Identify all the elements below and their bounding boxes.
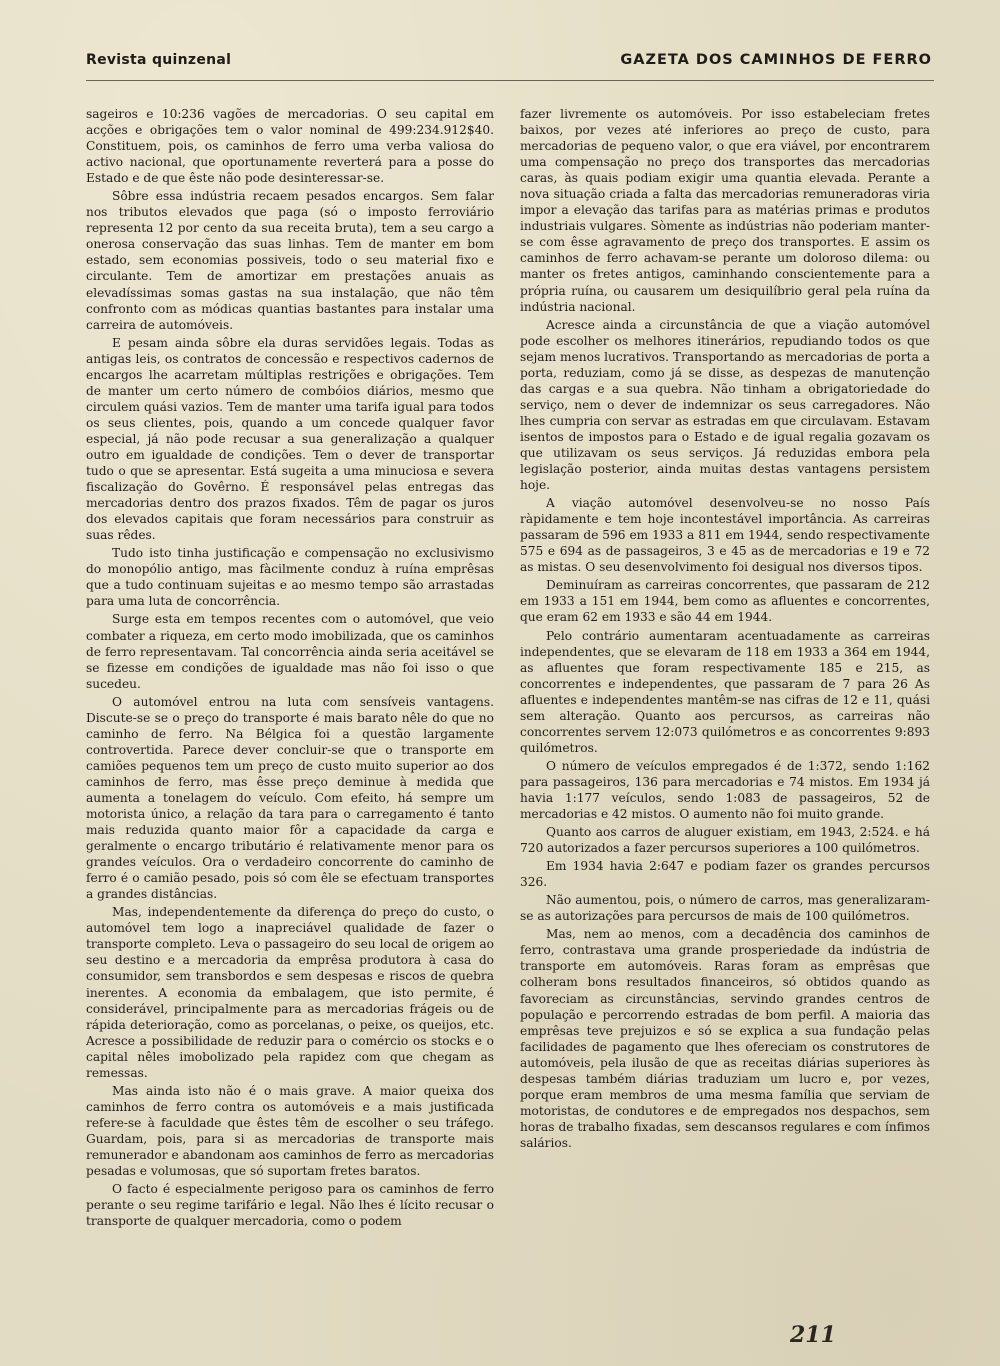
paragraph: Mas ainda isto não é o mais grave. A maior queixa dos caminhos de ferro contra os automóveis e a mais justificada refere-se à faculdade que êstes têm de escolher o seu tráfego. Guardam, pois, para si as mercadorias de transporte mais remunerador e abandonam aos caminhos de ferro as mercadorias pesadas e volumosas, que só suportam fretes baratos. [86, 1083, 494, 1179]
page-number: 211 [790, 1322, 836, 1348]
paragraph: Tudo isto tinha justificação e compensação no exclusivismo do monopólio antigo, mas fàcilmente conduz à ruína emprêsas que a tudo continuam sujeitas e ao mesmo tempo são arrastadas para uma luta de concorrência. [86, 546, 494, 609]
paragraph: Quanto aos carros de aluguer existiam, em 1943, 2:524. e há 720 autorizados a fazer percursos superiores a 100 quilómetros. [520, 825, 930, 856]
paragraph: Pelo contrário aumentaram acentuadamente as carreiras independentes, que se elevaram de 118 em 1933 a 364 em 1944, as afluentes que foram respectivamente 185 e 215, as concorrentes e independentes, que passaram de 7 para 26 As afluentes e independentes mantêm-se nas cifras de 12 e 11, quási sem alteração. Quanto aos percursos, as carreiras não concorrentes servem 12:073 quilómetros e as concorrentes 9:893 quilómetros. [520, 628, 930, 755]
paragraph: sageiros e 10:236 vagões de mercadorias. O seu capital em acções e obrigações tem o valor nominal de 499:234.912$40. Constituem, pois, os caminhos de ferro uma verba valiosa do activo nacional, que oportunamente reverterá para a posse do Estado e de que êste não pode desinteressar-se. [86, 107, 494, 186]
header-publication-title: GAZETA DOS CAMINHOS DE FERRO [620, 52, 932, 68]
paragraph: fazer livremente os automóveis. Por isso estabeleciam fretes baixos, por vezes até inferiores ao preço de custo, para mercadorias de pequeno valor, o que era viável, por encontrarem uma compensação no preço dos transportes das mercadorias caras, às quais podiam exigir uma quantia elevada. Perante a nova situação criada a falta das mercadorias remuneradoras viria impor a elevação das tarifas para as matérias primas e produtos industriais vulgares. Sòmente as indústrias não poderiam manter-se com êsse agravamento de preço dos transportes. E assim os caminhos de ferro achavam-se perante um doloroso dilema: ou manter os fretes antigos, caminhando conscientemente para a própria ruína, ou causarem um desiquilíbrio geral pela ruína da indústria nacional. [520, 107, 930, 314]
paragraph: O facto é especialmente perigoso para os caminhos de ferro perante o seu regime tarifário e legal. Não lhes é lícito recusar o transporte de qualquer mercadoria, como o podem [86, 1182, 494, 1229]
running-header [86, 52, 932, 78]
paragraph: Sôbre essa indústria recaem pesados encargos. Sem falar nos tributos elevados que paga (só o imposto ferroviário representa 12 por cento da sua receita bruta), tem a seu cargo a onerosa conservação das suas linhas. Tem de manter em bom estado, sem economias possiveis, todo o seu material fixo e circulante. Tem de amortizar em prestações anuais as elevadíssimas somas gastas na sua instalação, que não têm confronto com as módicas quantias bastantes para instalar uma carreira de automóveis. [86, 189, 494, 332]
paragraph: Acresce ainda a circunstância de que a viação automóvel pode escolher os melhores itinerários, repudiando todos os que sejam menos lucrativos. Transportando as mercadorias de porta a porta, reduziam, como já se disse, as despezas de manutenção das cargas e a sua quebra. Não tinham a obrigatoriedade do serviço, nem o dever de indemnizar os seus carregadores. Não lhes cumpria con servar as estradas em que circulavam. Estavam isentos de impostos para o Estado e de igual regalia gozavam os que utilizavam os seus serviços. Já reduzidas embora pela legislação posterior, ainda muitas destas vantagens persistem hoje. [520, 317, 930, 493]
paragraph: E pesam ainda sôbre ela duras servidões legais. Todas as antigas leis, os contratos de concessão e respectivos cadernos de encargos lhe acarretam múltiplas restrições e obrigações. Tem de manter um certo número de combóios diários, mesmo que circulem quási vazios. Tem de manter uma tarifa igual para todos os seus clientes, pois, quando a um concede qualquer favor especial, já não pode recusar a sua generalização a qualquer outro em igualdade de condições. Tem o dever de transportar tudo o que se apresentar. Está sugeita a uma minuciosa e severa fiscalização do Govêrno. É responsável pelas entregas das mercadorias dentro dos prazos fixados. Têm de pagar os juros dos elevados capitais que foram necessários para construir as suas rêdes. [86, 335, 494, 543]
paragraph: Deminuíram as carreiras concorrentes, que passaram de 212 em 1933 a 151 em 1944, bem como as afluentes e concorrentes, que eram 62 em 1933 e são 44 em 1944. [520, 578, 930, 625]
left-column [86, 106, 494, 1231]
header-publication-type: Revista quinzenal [86, 52, 232, 68]
paragraph: O número de veículos empregados é de 1:372, sendo 1:162 para passageiros, 136 para mercadorias e 74 mistos. Em 1934 já havia 1:177 veículos, sendo 1:083 de passageiros, 52 de mercadorias e 42 mistos. O aumento não foi muito grande. [520, 758, 930, 822]
header-rule [86, 80, 934, 81]
paragraph: Em 1934 havia 2:647 e podiam fazer os grandes percursos 326. [520, 859, 930, 890]
paragraph: O automóvel entrou na luta com sensíveis vantagens. Discute-se se o preço do transporte é mais barato nêle do que no caminho de ferro. Na Bélgica foi a questão largamente controvertida. Parece dever concluir-se que o transporte em camiões pequenos tem um preço de custo muito superior ao dos caminhos de ferro, mas êsse preço deminue à medida que aumenta a tonelagem do veículo. Com efeito, há sempre um motorista único, a relação da tara para o carregamento é tanto mais reduzida quanto maior fôr a capacidade da carga e geralmente o encargo tributário é relativamente menor para os grandes veículos. Ora o verdadeiro concorrente do caminho de ferro é o camião pesado, pois só com êle se efectuam transportes a grandes distâncias. [86, 694, 494, 902]
paragraph: Mas, nem ao menos, com a decadência dos caminhos de ferro, contrastava uma grande prosperiedade da indústria de transporte em automóveis. Raras foram as emprêsas que colheram bons resultados financeiros, só obtidos quando as favoreciam as circunstâncias, servindo grandes centros de população e percorrendo estradas de bom perfil. A maioria das emprêsas teve prejuizos e só se explica a sua fundação pelas facilidades de pagamento que lhes ofereciam os construtores de automóveis, pela ilusão de que as receitas diárias superiores às despesas também diárias traduziam um lucro e, por vezes, porque eram membros de uma mesma família que serviam de motoristas, de condutores e de empregados nos despachos, sem horas de trabalho fixadas, sem descansos regulares e com ínfimos salários. [520, 927, 930, 1150]
paragraph: Surge esta em tempos recentes com o automóvel, que veio combater a riqueza, em certo modo imobilizada, que os caminhos de ferro representavam. Tal concorrência ainda seria aceitável se se fizesse em condições de igualdade mas não foi isso o que sucedeu. [86, 612, 494, 691]
paragraph: A viação automóvel desenvolveu-se no nosso País ràpidamente e tem hoje incontestável importância. As carreiras passaram de 596 em 1933 a 811 em 1944, sendo respectivamente 575 e 694 as de passageiros, 3 e 45 as de mercadorias e 19 e 72 as mistas. O seu desenvolvimento foi desigual nos diversos tipos. [520, 496, 930, 575]
paragraph: Mas, independentemente da diferença do preço do custo, o automóvel tem logo a inapreciável qualidade de fazer o transporte completo. Leva o passageiro do seu local de origem ao seu destino e a mercadoria da emprêsa produtora à casa do consumidor, sem transbordos e sem despesas e riscos de quebra inerentes. A economia da embalagem, que isto permite, é considerável, principalmente para as mercadorias frágeis ou de rápida deterioração, como as porcelanas, o peixe, os queijos, etc. Acresce a possibilidade de reduzir para o comércio os stocks e o capital nêles imobolizado pela rapidez com que chegam as remessas. [86, 905, 494, 1080]
right-column [520, 106, 930, 1153]
paragraph: Não aumentou, pois, o número de carros, mas generalizaram-se as autorizações para percursos de mais de 100 quilómetros. [520, 893, 930, 924]
